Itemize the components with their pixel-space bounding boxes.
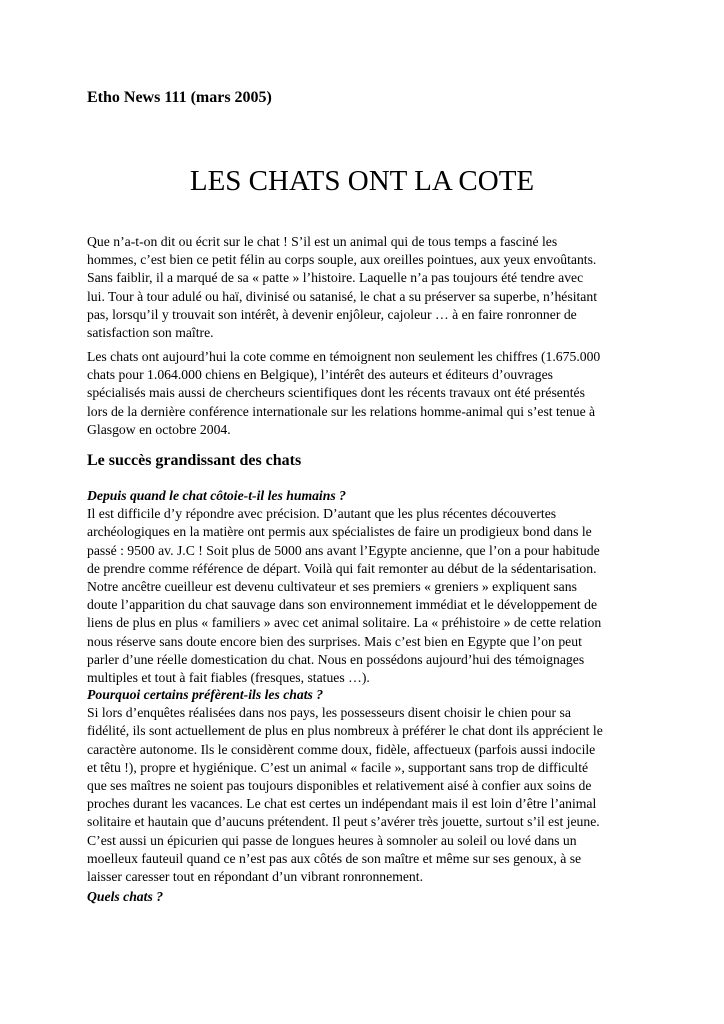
text-line: que ses maîtres ne soient pas toujours disponibles et relativement aisé à confier aux soins de <box>87 778 592 794</box>
text-line: moelleux fauteuil quand ce n’est pas aux côtés de son maître et même sur ses genoux, à se <box>87 850 582 866</box>
text-line: Si lors d’enquêtes réalisées dans nos pays, les possesseurs disent choisir le chien pour sa <box>87 705 571 721</box>
text-line: chats pour 1.064.000 chiens en Belgique), l’intérêt des auteurs et éditeurs d’ouvrages <box>87 367 553 383</box>
article-title: LES CHATS ONT LA COTE <box>189 165 535 197</box>
text-line: doute l’apparition du chat sauvage dans son environnement immédiat et le développement de <box>87 597 598 613</box>
intro-paragraph-2 <box>87 348 639 439</box>
newsletter-issue-header: Etho News 111 (mars 2005) <box>87 89 272 106</box>
question-heading: Pourquoi certains préfèrent-ils les chats ? <box>87 687 324 702</box>
text-line: pas, lorsqu’il y trouvait son intérêt, à devenir enjôleur, cajoleur … à en faire ronronner de <box>87 306 577 322</box>
text-line: passé : 9500 av. J.C ! Soit plus de 5000 ans avant l’Egypte ancienne, que l’on a pour habitude <box>87 542 600 558</box>
text-line: archéologiques en la matière ont permis aux spécialistes de faire un prodigieux bond dans le <box>87 524 592 540</box>
section-heading: Le succès grandissant des chats <box>87 452 302 469</box>
text-line: caractère autonome. Ils le considèrent comme doux, fidèle, affectueux (parfois aussi indocile <box>87 741 596 757</box>
text-line: hommes, c’est bien ce petit félin au corps souple, aux oreilles pointues, aux yeux envoûtants. <box>87 252 597 268</box>
text-line: laisser caresser tout en répondant d’un vibrant ronronnement. <box>87 869 423 885</box>
question-heading: Depuis quand le chat côtoie-t-il les humains ? <box>87 488 346 503</box>
text-line: et têtu !), propre et hygiénique. C’est un animal « facile », supportant sans trop de difficulté <box>87 759 589 775</box>
text-line: de prendre comme référence de départ. Voilà qui fait remonter au début de la sédentarisation. <box>87 560 597 576</box>
text-line: Sans faiblir, il a marqué de sa « patte » l’histoire. Laquelle n’a pas toujours été tendre avec <box>87 270 584 286</box>
question-block-1 <box>87 487 639 687</box>
intro-paragraph-1 <box>87 233 639 342</box>
text-line: liens de plus en plus « familiers » avec cet animal solitaire. La « préhistoire » de cette relation <box>87 615 602 631</box>
question-block-2 <box>87 686 639 886</box>
text-line: C’est aussi un épicurien qui passe de longues heures à somnoler au soleil ou lové dans un <box>87 832 577 848</box>
text-line: spécialisés mais aussi de chercheurs scientifiques dont les récents travaux ont été présentés <box>87 385 585 401</box>
text-line: Il est difficile d’y répondre avec précision. D’autant que les plus récentes découvertes <box>87 506 557 522</box>
question-heading: Quels chats ? <box>87 889 164 904</box>
text-line: nous réserve sans doute encore bien des surprises. Mais c’est bien en Egypte que l’on peut <box>87 633 582 649</box>
text-line: lors de la dernière conférence internationale sur les relations homme-animal qui s’est tenue à <box>87 403 596 419</box>
text-line: Glasgow en octobre 2004. <box>87 421 231 437</box>
text-line: Que n’a-t-on dit ou écrit sur le chat ! S’il est un animal qui de tous temps a fasciné les <box>87 234 558 249</box>
text-line: satisfaction son maître. <box>87 325 214 341</box>
question-block-3 <box>87 888 639 906</box>
text-line: Notre ancêtre cueilleur est devenu cultivateur et ses premiers « greniers » expliquent sans <box>87 579 577 595</box>
text-line: Les chats ont aujourd’hui la cote comme en témoignent non seulement les chiffres (1.675.000 <box>87 349 601 364</box>
text-line: parler d’une réelle domestication du chat. Nous en possédons aujourd’hui des témoignages <box>87 651 585 667</box>
text-line: proches durant les vacances. Le chat est certes un indépendant mais il est loin d’être l’animal <box>87 796 597 812</box>
text-line: multiples et tout à fait fiables (fresques, statues …). <box>87 670 370 686</box>
text-line: fidélité, ils sont actuellement de plus en plus nombreux à préférer le chat dont ils apprécient le <box>87 723 603 739</box>
text-line: solitaire et hautain que d’aucuns prétendent. Il peut s’avérer très jouette, surtout s’il est jeune. <box>87 814 600 830</box>
text-line: lui. Tour à tour adulé ou haï, divinisé ou satanisé, le chat a su préserver sa superbe, n’hésitant <box>87 288 598 304</box>
